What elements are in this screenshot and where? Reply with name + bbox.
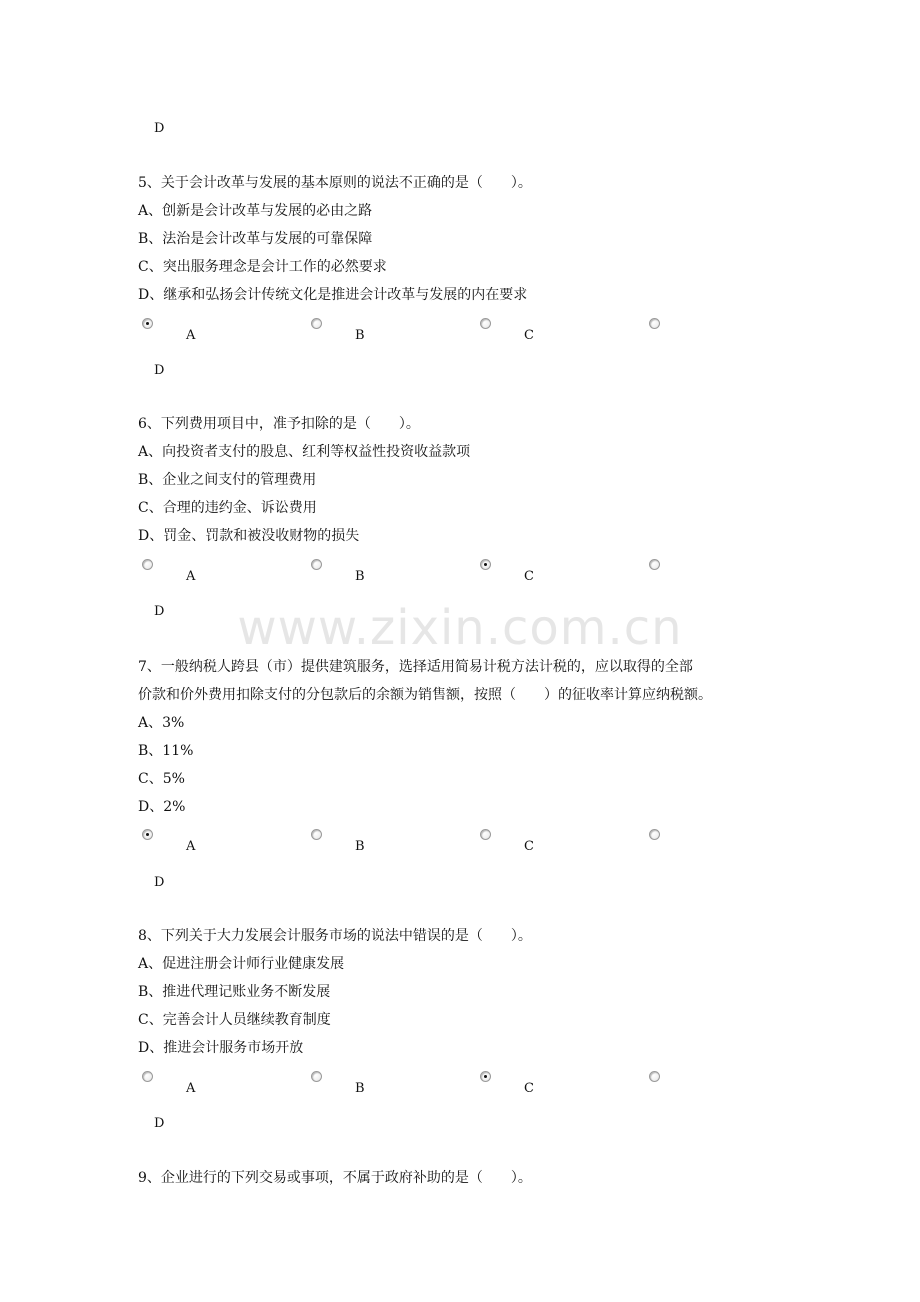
option-text-a: A、创新是会计改革与发展的必由之路 [138, 203, 373, 219]
option-text-d: D、2% [138, 799, 186, 815]
choice-label-d: D [154, 363, 165, 378]
radio-d[interactable] [649, 1071, 660, 1082]
choice-label-c: C [524, 569, 534, 584]
option-text-b: B、11% [138, 743, 194, 759]
radio-a[interactable] [142, 829, 153, 840]
option-text-b: B、企业之间支付的管理费用 [138, 472, 317, 488]
choice-label-d: D [154, 1116, 165, 1131]
option-text-a: A、3% [138, 715, 185, 731]
choice-label-b: B [355, 1081, 365, 1096]
question-stem: 9、企业进行的下列交易或事项，不属于政府补助的是（ ）。 [138, 1170, 532, 1186]
choice-label-b: B [355, 569, 365, 584]
choice-label-a: A [186, 1081, 196, 1096]
choice-label-c: C [524, 328, 534, 343]
option-text-d: D、继承和弘扬会计传统文化是推进会计改革与发展的内在要求 [138, 287, 528, 303]
choice-label-d: D [154, 121, 165, 136]
option-text-a: A、向投资者支付的股息、红利等权益性投资收益款项 [138, 444, 471, 460]
question-stem-line-1: 7、一般纳税人跨县（市）提供建筑服务，选择适用简易计税方法计税的，应以取得的全部 [138, 659, 693, 675]
choice-label-b: B [355, 328, 365, 343]
radio-b[interactable] [311, 1071, 322, 1082]
option-text-d: D、罚金、罚款和被没收财物的损失 [138, 528, 360, 544]
choice-label-c: C [524, 1081, 534, 1096]
radio-b[interactable] [311, 318, 322, 329]
option-text-c: C、完善会计人员继续教育制度 [138, 1012, 331, 1028]
radio-c[interactable] [480, 318, 491, 329]
choice-label-b: B [355, 839, 365, 854]
option-text-b: B、推进代理记账业务不断发展 [138, 984, 331, 1000]
option-text-c: C、突出服务理念是会计工作的必然要求 [138, 259, 387, 275]
option-text-a: A、促进注册会计师行业健康发展 [138, 956, 345, 972]
radio-d[interactable] [649, 559, 660, 570]
radio-c[interactable] [480, 1071, 491, 1082]
option-text-b: B、法治是会计改革与发展的可靠保障 [138, 231, 373, 247]
choice-label-a: A [186, 839, 196, 854]
radio-c[interactable] [480, 559, 491, 570]
question-stem-line-2: 价款和价外费用扣除支付的分包款后的余额为销售额，按照（ ）的征收率计算应纳税额。 [138, 687, 712, 703]
radio-a[interactable] [142, 1071, 153, 1082]
radio-d[interactable] [649, 829, 660, 840]
option-text-c: C、合理的违约金、诉讼费用 [138, 500, 317, 516]
choice-label-a: A [186, 569, 196, 584]
radio-b[interactable] [311, 559, 322, 570]
choice-label-c: C [524, 839, 534, 854]
question-stem: 8、下列关于大力发展会计服务市场的说法中错误的是（ ）。 [138, 928, 532, 944]
radio-a[interactable] [142, 318, 153, 329]
radio-b[interactable] [311, 829, 322, 840]
radio-c[interactable] [480, 829, 491, 840]
radio-a[interactable] [142, 559, 153, 570]
option-text-d: D、推进会计服务市场开放 [138, 1040, 304, 1056]
choice-label-d: D [154, 875, 165, 890]
choice-label-d: D [154, 604, 165, 619]
watermark: www.zixin.com.cn [237, 600, 683, 656]
question-stem: 5、关于会计改革与发展的基本原则的说法不正确的是（ ）。 [138, 175, 532, 191]
radio-d[interactable] [649, 318, 660, 329]
option-text-c: C、5% [138, 771, 185, 787]
question-stem: 6、下列费用项目中，准予扣除的是（ ）。 [138, 416, 420, 432]
choice-label-a: A [186, 328, 196, 343]
